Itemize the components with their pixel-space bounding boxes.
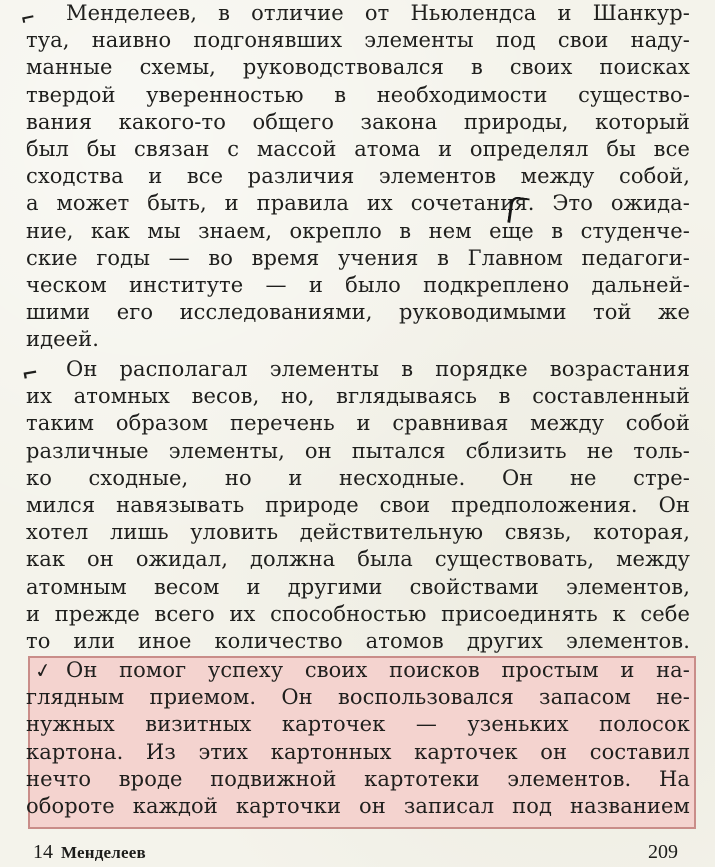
text-line <box>26 383 690 410</box>
text-line-content: туа, наивно подгонявших элементы под свои наду- <box>26 28 690 53</box>
handwritten-check-mark-icon: ✓ <box>32 657 54 684</box>
text-line-content: глядным приемом. Он воспользовался запасом не- <box>26 685 690 710</box>
text-line-content: ческом институте — и было подкреплено дальней- <box>26 272 690 297</box>
handwritten-paragraph-mark-icon: ⌐ <box>19 360 41 387</box>
text-line <box>26 519 690 546</box>
text-line <box>26 356 690 383</box>
text-line <box>26 574 690 601</box>
text-line <box>26 218 690 245</box>
text-line-content: Он помог успеху своих поисков простым и на- <box>66 658 690 682</box>
paragraph-3-highlighted <box>26 657 690 820</box>
text-line-content: картона. Из этих картонных карточек он составил <box>26 739 690 764</box>
text-line <box>26 299 690 326</box>
text-line <box>26 465 690 492</box>
text-line-content: манные схемы, руководствовался в своих поисках <box>26 55 690 80</box>
left-page-number: 14 <box>33 841 53 863</box>
text-line <box>26 163 690 190</box>
text-line-content: нечто вроде подвижной картотеки элементов. На <box>26 766 690 791</box>
text-line-content: мился навязывать природе свои предположения. Он <box>26 492 690 517</box>
text-line-content: их атомных весов, но, вглядываясь в составленный <box>26 384 690 409</box>
text-line-content: Менделеев, в отличие от Ньюлендса и Шанкур- <box>66 1 690 25</box>
text-line <box>26 628 690 655</box>
text-line <box>26 27 690 54</box>
text-line <box>26 739 690 766</box>
text-line <box>26 136 690 163</box>
text-line-content: то или иное количество атомов других элементов. <box>26 628 690 653</box>
text-line-content: атомным весом и другими свойствами элементов, <box>26 574 690 599</box>
text-line-content: твердой уверенностью в необходимости существо- <box>26 82 690 107</box>
paragraph-1 <box>26 0 690 353</box>
text-line-content: обороте каждой карточки он записал под названием <box>26 793 690 818</box>
handwritten-paragraph-mark-icon: ⌐ <box>18 6 38 31</box>
text-line <box>26 793 690 820</box>
text-line-content: различные элементы, он пытался сблизить не толь- <box>26 438 690 463</box>
text-line-content: сходства и все различия элементов между собой, <box>26 164 690 189</box>
page-footer <box>0 841 715 861</box>
text-line-content: ко сходные, но и несходные. Он не стре- <box>26 465 690 490</box>
text-line <box>26 766 690 793</box>
text-line <box>26 109 690 136</box>
text-line-content: вания какого-то общего закона природы, который <box>26 109 690 134</box>
text-line <box>26 272 690 299</box>
text-line <box>26 684 690 711</box>
text-line <box>26 82 690 109</box>
text-line-content: нужных визитных карточек — узеньких полосок <box>26 712 690 737</box>
text-line-content: а может быть, и правила их сочетания. Это ожида- <box>26 191 690 216</box>
text-line-content: ние, как мы знаем, окрепло в нем еще в студенче- <box>26 218 690 243</box>
text-line <box>26 546 690 573</box>
paragraph-2 <box>26 356 690 655</box>
text-line-content: Он располагал элементы в порядке возрастания <box>66 357 690 381</box>
text-line <box>26 657 690 684</box>
text-line <box>26 410 690 437</box>
text-line-content: идеей. <box>26 327 100 352</box>
text-line <box>26 0 690 27</box>
text-line-content: шими его исследованиями, руководимыми той же <box>26 300 690 325</box>
running-head: Менделеев <box>61 843 146 862</box>
text-line <box>26 601 690 628</box>
text-line-content: как он ожидал, должна была существовать, между <box>26 547 690 572</box>
text-line <box>26 190 690 217</box>
text-line-content: хотел лишь уловить действительную связь, которая, <box>26 520 690 545</box>
text-line-content: таким образом перечень и сравнивая между собой <box>26 411 690 436</box>
text-line-content: ские годы — во время учения в Главном педагоги- <box>26 245 690 270</box>
text-line <box>26 492 690 519</box>
text-line <box>26 54 690 81</box>
text-line <box>26 438 690 465</box>
text-line <box>26 245 690 272</box>
text-line <box>26 711 690 738</box>
text-line <box>26 326 690 353</box>
text-line-content: был бы связан с массой атома и определял бы все <box>26 136 690 161</box>
right-page-number: 209 <box>648 841 678 863</box>
text-line-content: и прежде всего их способностью присоединять к себе <box>26 601 690 626</box>
